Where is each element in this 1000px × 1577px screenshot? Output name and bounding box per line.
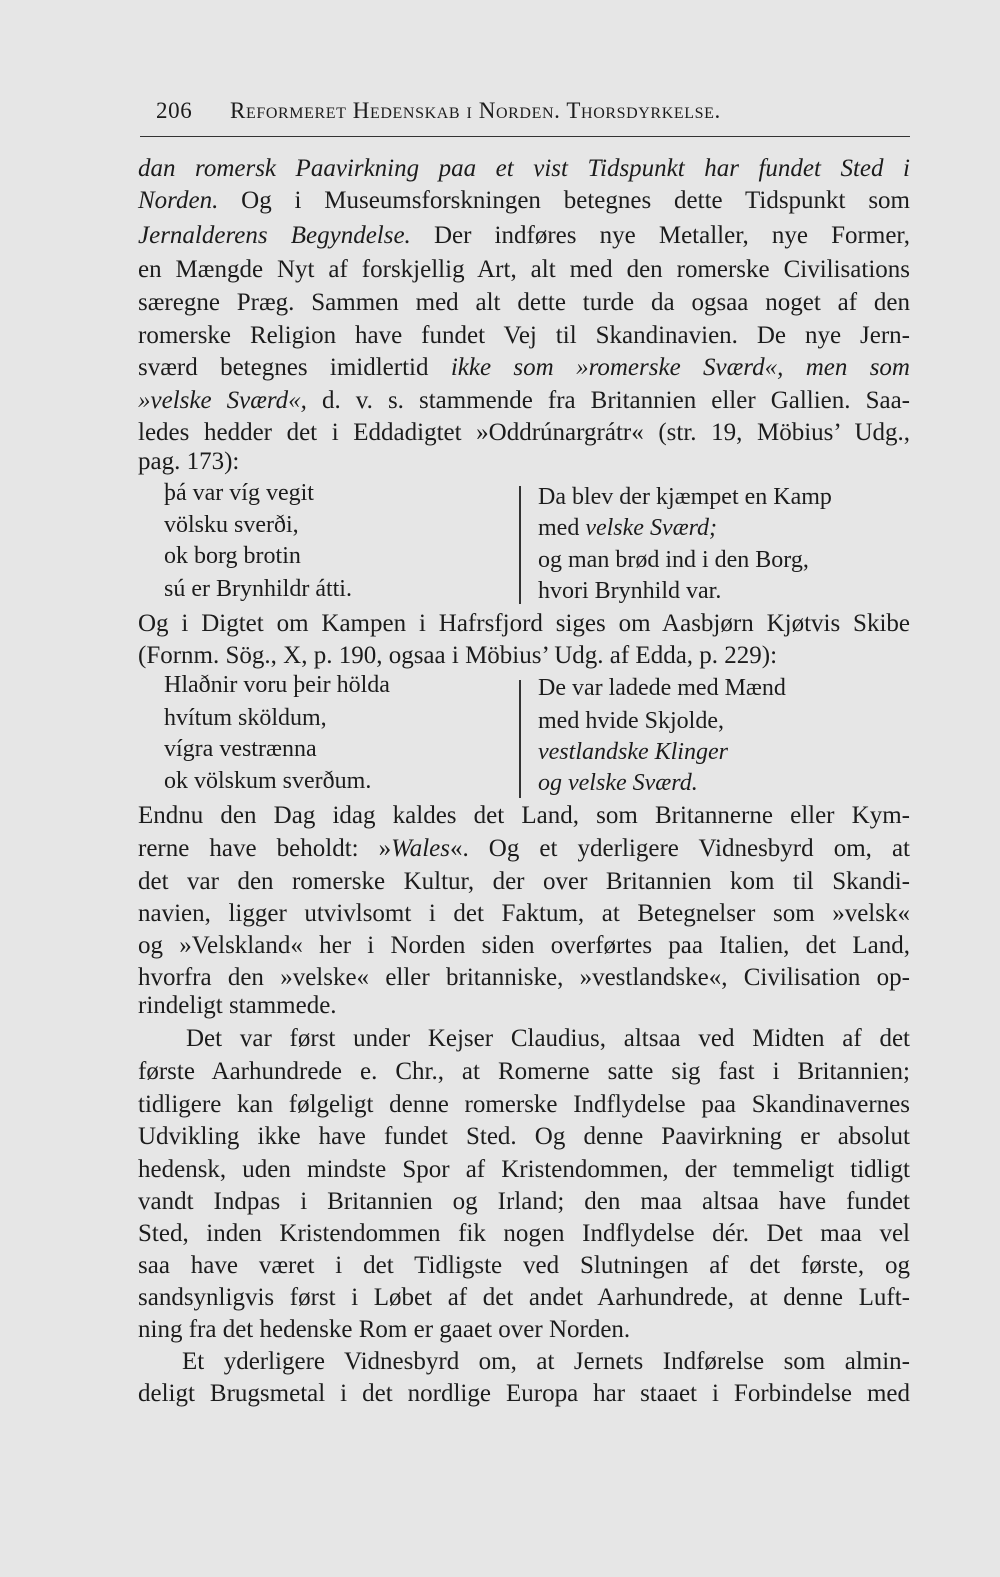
verse-line-original: ok völskum sverðum. xyxy=(164,768,372,794)
text-line: hedensk, uden mindste Spor af Kristendommen, der temmeligt tidligt xyxy=(138,1156,910,1183)
text-span: sværd betegnes imidlertid xyxy=(138,354,451,381)
text-line: en Mængde Nyt af forskjellig Art, alt med den romerske Civilisations xyxy=(138,256,910,283)
text-span: med xyxy=(538,515,586,541)
verse-divider xyxy=(519,486,521,604)
running-title: Reformeret Hedenskab i Norden. Thorsdyrkelse. xyxy=(230,98,721,123)
text-span: d. v. s. stammende fra Britannien eller Gallien. Saa- xyxy=(306,387,910,414)
text-line: det var den romerske Kultur, der over Britannien kom til Skandi- xyxy=(138,868,910,895)
running-header xyxy=(140,96,910,137)
text-line: Det var først under Kejser Claudius, altsaa ved Midten af det xyxy=(186,1025,910,1052)
text-line xyxy=(138,352,910,383)
verse-line-translation: med hvide Skjolde, xyxy=(538,708,724,734)
verse-line-original: sú er Brynhildr átti. xyxy=(164,576,352,602)
text-line: romerske Religion have fundet Vej til Skandinavien. De nye Jern- xyxy=(138,322,910,349)
verse-line-translation: De var ladede med Mænd xyxy=(538,675,786,701)
text-line: deligt Brugsmetal i det nordlige Europa har staaet i Forbindelse med xyxy=(138,1380,910,1407)
text-line: ning fra det hedenske Rom er gaaet over Norden. xyxy=(138,1316,631,1343)
text-line: dan romersk Paavirkning paa et vist Tidspunkt har fundet Sted i xyxy=(138,155,910,182)
verse-divider xyxy=(519,680,521,798)
text-line: og »Velskland« her i Norden siden overførtes paa Italien, det Land, xyxy=(138,932,910,959)
text-line: saa have været i det Tidligste ved Slutningen af det første, og xyxy=(138,1252,910,1279)
verse-line-original: hvítum sköldum, xyxy=(164,705,327,731)
verse-line-translation: Da blev der kjæmpet en Kamp xyxy=(538,484,832,510)
text-line: første Aarhundrede e. Chr., at Romerne satte sig fast i Britannien; xyxy=(138,1058,910,1085)
text-span: Der indføres nye Metaller, nye Former, xyxy=(410,222,910,249)
text-line: særegne Præg. Sammen med alt dette turde da ogsaa noget af den xyxy=(138,289,910,316)
italic-span: ikke som »romerske Sværd«, men som xyxy=(450,354,910,381)
text-line: ledes hedder det i Eddadigtet »Oddrúnargrátr« (str. 19, Möbius’ Udg., xyxy=(138,419,910,446)
text-line: Og i Digtet om Kampen i Hafrsfjord siges om Aasbjørn Kjøtvis Skibe xyxy=(138,610,910,637)
verse-line-original: ok borg brotin xyxy=(164,543,301,569)
page-number: 206 xyxy=(156,98,193,123)
text-span: «. Og et yderligere Vidnesbyrd om, at xyxy=(449,835,910,862)
text-line xyxy=(138,385,910,416)
text-line: navien, ligger utvivlsomt i det Faktum, at Betegnelser som »velsk« xyxy=(138,900,910,927)
italic-span: »velske Sværd«, xyxy=(138,387,307,414)
text-line xyxy=(138,185,910,216)
italic-span: Wales xyxy=(391,835,450,862)
text-line: vandt Indpas i Britannien og Irland; den maa altsaa have fundet xyxy=(138,1188,910,1215)
italic-span: Norden. xyxy=(138,187,219,214)
verse-line-translation xyxy=(538,513,717,544)
text-line: pag. 173): xyxy=(138,448,240,475)
text-line: Udvikling ikke have fundet Sted. Og denne Paavirkning er absolut xyxy=(138,1123,910,1150)
text-line: Sted, inden Kristendommen fik nogen Indflydelse dér. Det maa vel xyxy=(138,1220,910,1247)
italic-span: Jernalderens Begyndelse. xyxy=(138,222,411,249)
text-span: Og i Museumsforskningen betegnes dette Tidspunkt som xyxy=(218,187,910,214)
text-line: Endnu den Dag idag kaldes det Land, som Britannerne eller Kym- xyxy=(138,802,910,829)
text-line: Et yderligere Vidnesbyrd om, at Jernets Indførelse som almin- xyxy=(182,1348,910,1375)
verse-line-translation: og velske Sværd. xyxy=(538,770,698,796)
verse-line-translation: vestlandske Klinger xyxy=(538,739,728,765)
text-line: (Fornm. Sög., X, p. 190, ogsaa i Möbius’ Udg. af Edda, p. 229): xyxy=(138,642,778,669)
text-line: rindeligt stammede. xyxy=(138,992,337,1019)
verse-line-original: þá var víg vegit xyxy=(164,480,314,506)
text-line: hvorfra den »velske« eller britanniske, »vestlandske«, Civilisation op- xyxy=(138,964,910,991)
text-line xyxy=(138,220,910,251)
verse-line-original: Hlaðnir voru þeir hölda xyxy=(164,672,390,698)
text-line: sandsynligvis først i Løbet af det andet Aarhundrede, at denne Luft- xyxy=(138,1284,910,1311)
text-line xyxy=(138,833,910,864)
verse-line-original: völsku sverði, xyxy=(164,512,299,538)
verse-line-translation: hvori Brynhild var. xyxy=(538,578,722,604)
text-span: rerne have beholdt: » xyxy=(138,835,392,862)
verse-line-original: vígra vestrænna xyxy=(164,736,317,762)
text-line: tidligere kan følgeligt denne romerske Indflydelse paa Skandinavernes xyxy=(138,1091,910,1118)
italic-span: velske Sværd; xyxy=(585,515,718,541)
verse-line-translation: og man brød ind i den Borg, xyxy=(538,547,809,573)
